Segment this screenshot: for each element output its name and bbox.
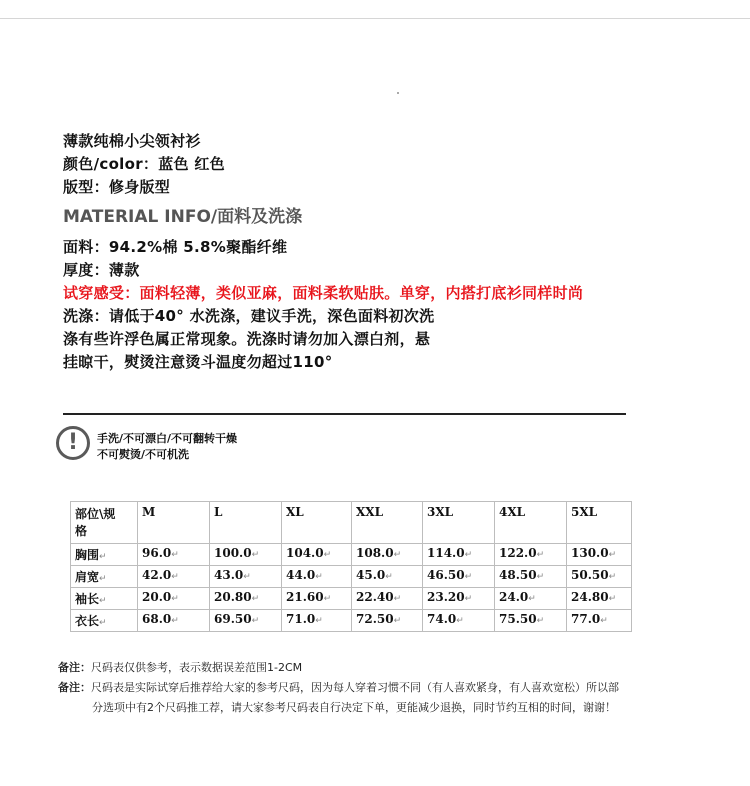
note-2-continued: 分选项中有2个尺码推工荐，请大家参考尺码表自行决定下单，更能减少退换，同时节约互相的时间，谢谢！ xyxy=(92,701,616,714)
table-row: 肩宽↵ 42.0↵ 43.0↵ 44.0↵ 45.0↵ 46.50↵ 48.50↵ 50.50↵ xyxy=(71,566,632,588)
table-cell: 22.40 xyxy=(356,590,394,604)
table-row: 胸围↵ 96.0↵ 100.0↵ 104.0↵ 108.0↵ 114.0↵ 122.0↵ 130.0↵ xyxy=(71,544,632,566)
size-table-header xyxy=(71,502,632,544)
size-notes xyxy=(58,658,619,718)
care-line-1: 手洗/不可漂白/不可翻转干燥 xyxy=(97,432,238,445)
header-cell-xxl: XXL xyxy=(352,502,423,544)
size-table xyxy=(70,501,632,632)
row-label: 肩宽 xyxy=(75,570,100,584)
table-cell: 45.0 xyxy=(356,568,386,582)
section-divider xyxy=(63,413,626,415)
wear-feel: 试穿感受：面料轻薄，类似亚麻，面料柔软贴肤。单穿，内搭打底衫同样时尚 xyxy=(63,284,584,302)
row-label: 衣长 xyxy=(75,614,100,628)
header-cell-3xl: 3XL xyxy=(423,502,495,544)
care-instructions xyxy=(97,431,237,463)
top-divider xyxy=(0,18,750,19)
header-cell-m: M xyxy=(138,502,210,544)
material-details xyxy=(63,236,583,374)
table-cell: 114.0 xyxy=(427,546,465,560)
table-cell: 46.50 xyxy=(427,568,465,582)
material-section xyxy=(63,205,302,229)
wash-line-3: 挂晾干，熨烫注意烫斗温度勿超过110° xyxy=(63,353,333,371)
header-cell-l: L xyxy=(210,502,282,544)
table-cell: 20.80 xyxy=(214,590,252,604)
table-row: 袖长↵ 20.0↵ 20.80↵ 21.60↵ 22.40↵ 23.20↵ 24.0↵ 24.80↵ xyxy=(71,588,632,610)
note-text: 尺码表仅供参考，表示数据误差范围1-2CM xyxy=(91,661,303,674)
material-heading: MATERIAL INFO/面料及洗涤 xyxy=(63,207,303,227)
header-cell-5xl: 5XL xyxy=(567,502,632,544)
care-line-2: 不可熨烫/不可机洗 xyxy=(97,448,190,461)
table-cell: 44.0 xyxy=(286,568,316,582)
header-cell-label: 部位\规 格 xyxy=(71,502,138,544)
table-cell: 43.0 xyxy=(214,568,244,582)
table-cell: 77.0 xyxy=(571,612,601,626)
table-cell: 100.0 xyxy=(214,546,252,560)
table-cell: 68.0 xyxy=(142,612,172,626)
table-cell: 122.0 xyxy=(499,546,537,560)
table-cell: 24.80 xyxy=(571,590,609,604)
table-cell: 75.50 xyxy=(499,612,537,626)
wash-line-2: 涤有些许浮色属正常现象。洗涤时请勿加入漂白剂，悬 xyxy=(63,330,431,348)
note-2 xyxy=(58,678,619,698)
table-cell: 50.50 xyxy=(571,568,609,582)
fabric-thickness: 厚度：薄款 xyxy=(63,261,140,279)
table-cell: 20.0 xyxy=(142,590,172,604)
decorative-dot xyxy=(397,92,399,94)
table-cell: 74.0 xyxy=(427,612,457,626)
fabric-composition: 面料：94.2%棉 5.8%聚酯纤维 xyxy=(63,238,288,256)
table-cell: 96.0 xyxy=(142,546,172,560)
note-label: 备注： xyxy=(58,681,91,694)
wash-line-1: 洗涤：请低于40° 水洗涤，建议手洗，深色面料初次洗 xyxy=(63,307,435,325)
row-label: 袖长 xyxy=(75,592,100,606)
table-cell: 48.50 xyxy=(499,568,537,582)
exclamation-icon: ! xyxy=(56,426,90,460)
product-color: 颜色/color：蓝色 红色 xyxy=(63,155,225,173)
product-info xyxy=(63,130,225,199)
note-1 xyxy=(58,658,619,678)
table-cell: 23.20 xyxy=(427,590,465,604)
table-cell: 108.0 xyxy=(356,546,394,560)
table-cell: 130.0 xyxy=(571,546,609,560)
table-cell: 71.0 xyxy=(286,612,316,626)
row-label: 胸围 xyxy=(75,548,100,562)
table-cell: 72.50 xyxy=(356,612,394,626)
table-cell: 104.0 xyxy=(286,546,324,560)
header-cell-4xl: 4XL xyxy=(495,502,567,544)
table-cell: 24.0 xyxy=(499,590,529,604)
note-label: 备注： xyxy=(58,661,91,674)
table-row: 衣长↵ 68.0↵ 69.50↵ 71.0↵ 72.50↵ 74.0↵ 75.50↵ 77.0↵ xyxy=(71,610,632,632)
table-cell: 42.0 xyxy=(142,568,172,582)
note-text: 尺码表是实际试穿后推荐给大家的参考尺码，因为每人穿着习惯不同（有人喜欢紧身，有人喜欢宽松）所以部 xyxy=(91,681,619,694)
product-fit: 版型：修身版型 xyxy=(63,178,171,196)
table-cell: 69.50 xyxy=(214,612,252,626)
header-cell-xl: XL xyxy=(282,502,352,544)
table-cell: 21.60 xyxy=(286,590,324,604)
product-name: 薄款纯棉小尖领衬衫 xyxy=(63,132,201,150)
